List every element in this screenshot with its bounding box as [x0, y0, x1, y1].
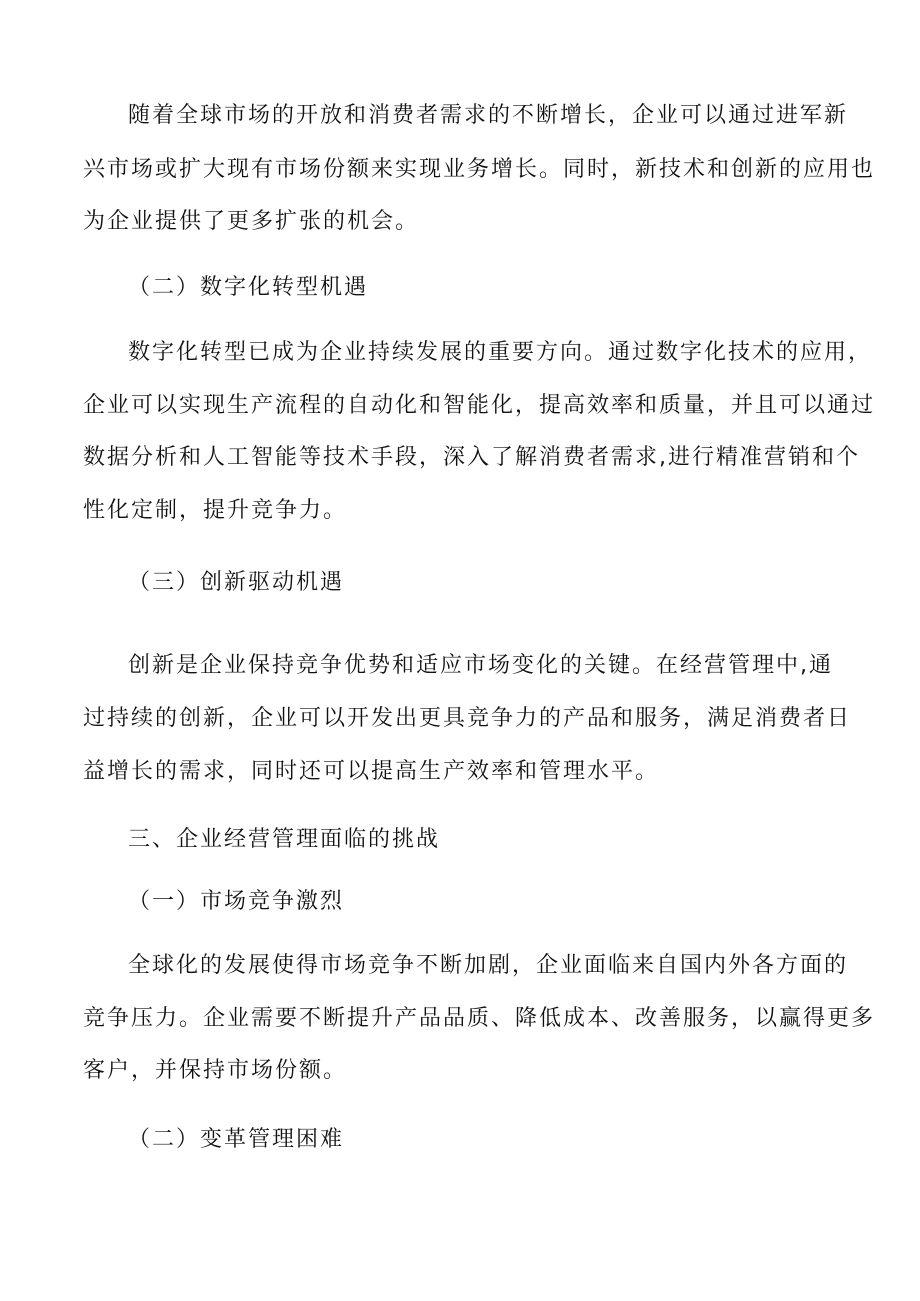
subheading-digital-transformation: （二）数字化转型机遇 [128, 275, 369, 300]
paragraph-line: 企业可以实现生产流程的自动化和智能化，提高效率和质量，并且可以通过 [83, 393, 876, 418]
section-heading-challenges: 三、企业经营管理面临的挑战 [128, 827, 441, 852]
paragraph-line: 过持续的创新，企业可以开发出更具竞争力的产品和服务，满足消费者日 [83, 706, 852, 731]
subheading-change-management: （二）变革管理困难 [128, 1127, 345, 1152]
paragraph-line: 兴市场或扩大现有市场份额来实现业务增长。同时，新技术和创新的应用也 [83, 157, 876, 182]
paragraph-line: 随着全球市场的开放和消费者需求的不断增长，企业可以通过进军新 [128, 103, 849, 128]
paragraph-line: 竞争压力。企业需要不断提升产品品质、降低成本、改善服务，以赢得更多 [83, 1006, 876, 1031]
paragraph-line: 益增长的需求，同时还可以提高生产效率和管理水平。 [83, 759, 660, 784]
paragraph-line: 客户，并保持市场份额。 [83, 1058, 348, 1083]
subheading-innovation: （三）创新驱动机遇 [128, 570, 345, 595]
paragraph-line: 数字化转型已成为企业持续发展的重要方向。通过数字化技术的应用， [128, 340, 873, 365]
paragraph-line: 创新是企业保持竞争优势和适应市场变化的关键。在经营管理中,通 [128, 653, 833, 678]
subheading-market-competition: （一）市场竞争激烈 [128, 889, 345, 914]
paragraph-line: 数据分析和人工智能等技术手段，深入了解消费者需求,进行精准营销和个 [83, 445, 860, 470]
paragraph-line: 性化定制，提升竞争力。 [83, 498, 348, 523]
paragraph-line: 全球化的发展使得市场竞争不断加剧，企业面临来自国内外各方面的 [128, 953, 849, 978]
paragraph-line: 为企业提供了更多扩张的机会。 [83, 209, 420, 234]
